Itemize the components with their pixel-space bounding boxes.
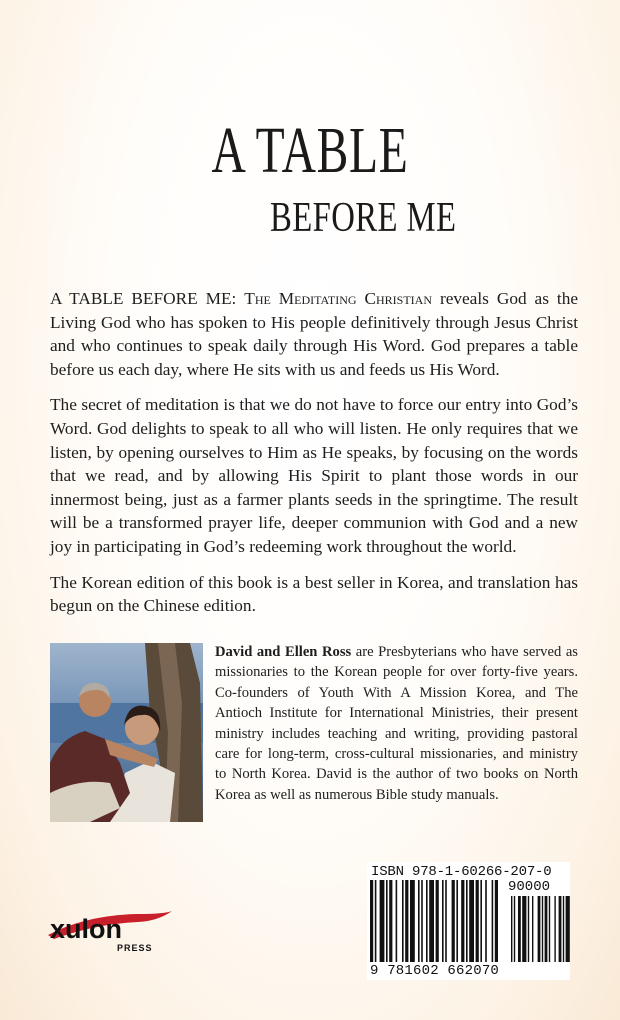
barcode-bar (402, 880, 404, 962)
barcode-bar (418, 880, 420, 962)
description-paragraph-3: The Korean edition of this book is a best seller in Korea, and translation has begun on the Chinese edition. (50, 572, 578, 616)
description (50, 287, 578, 630)
barcode-bar (380, 880, 385, 962)
addon-barcode-bar (542, 896, 543, 962)
barcode-bar (421, 880, 423, 962)
addon-barcode-bar (528, 896, 529, 962)
book-subtitle: The Meditating Christian (244, 289, 432, 308)
barcode-bar (492, 880, 494, 962)
ean-barcode (367, 880, 570, 968)
author-names: David and Ellen Ross (215, 644, 352, 660)
barcode-bar (485, 880, 487, 962)
price-code: 90000 (508, 879, 551, 895)
author-bio (215, 642, 578, 805)
addon-barcode-bar (518, 896, 521, 962)
barcode-bar (396, 880, 398, 962)
barcode-bar (442, 880, 444, 962)
addon-barcode-bar (532, 896, 533, 962)
addon-barcode-bar (554, 896, 555, 962)
publisher-tagline: PRESS (117, 943, 153, 953)
addon-barcode-bar (511, 896, 512, 962)
book-title-line1: A TABLE (211, 114, 409, 187)
description-paragraph-2: The secret of meditation is that we do not have to force our entry into God’s Word. God delights to speak to all who will listen. He only requires that we listen, by opening ourselves to Him as He speaks, by focusing on the words that we read, and by allowing His Spirit to plant those words in our innermost being, just as a farmer plants seeds in the springtime. The result will be a transformed prayer life, deeper communion with God and a new joy in participating in God’s redeeming work throughout the world. (50, 395, 578, 556)
ean-digits: 9 781602 662070 (370, 963, 500, 979)
addon-barcode-bar (545, 896, 548, 962)
isbn-text: ISBN 978-1-60266-207-0 (371, 864, 552, 880)
author-photo (50, 643, 203, 822)
addon-barcode-bar (522, 896, 526, 962)
description-paragraph-1 (50, 287, 578, 381)
barcode-bar (476, 880, 479, 962)
paragraph-lead: A TABLE BEFORE ME: (50, 289, 245, 308)
publisher-logo (46, 905, 176, 953)
barcode-bar (445, 880, 447, 962)
addon-barcode-bar (538, 896, 541, 962)
paragraph-rest: reveals God as the Living God who has spoken to His people definitively through Jesus Christ and who continues to speak daily through His Word. God prepares a table before us each day, where He sits with us and feeds us His Word. (50, 289, 579, 379)
publisher-name: xulon (50, 914, 122, 944)
barcode-bar (469, 880, 474, 962)
book-title-line2: BEFORE ME (270, 195, 457, 241)
addon-barcode-bar (559, 896, 562, 962)
addon-barcode-bar (563, 896, 564, 962)
author-bio-text: are Presbyterians who have served as missionaries to the Korean people for over forty-five years. Co-founders of Youth With A Mission Korea, and The Antioch Institute for International Ministries, their present ministry includes teaching and writing, providing pastoral care for long-term, cross-cultural missionaries, and ministry to North Korea. David is the author of two books on North Korea as well as numerous Bible study manuals. (215, 644, 578, 803)
addon-barcode-bar (549, 896, 550, 962)
barcode-bar (456, 880, 458, 962)
ean-bars (370, 880, 570, 962)
barcode-bar (405, 880, 408, 962)
barcode-bar (480, 880, 482, 962)
barcode-bar (436, 880, 439, 962)
barcode-bar (410, 880, 415, 962)
barcode-bar (495, 880, 498, 962)
addon-barcode-bar (566, 896, 570, 962)
barcode-bar (389, 880, 392, 962)
barcode-bar (452, 880, 455, 962)
barcode-bar (386, 880, 388, 962)
barcode-bar (466, 880, 468, 962)
barcode-bar (375, 880, 377, 962)
addon-barcode-bar (514, 896, 515, 962)
barcode-bar (429, 880, 434, 962)
barcode-bar (426, 880, 428, 962)
barcode-bar (461, 880, 464, 962)
barcode-bar (370, 880, 373, 962)
